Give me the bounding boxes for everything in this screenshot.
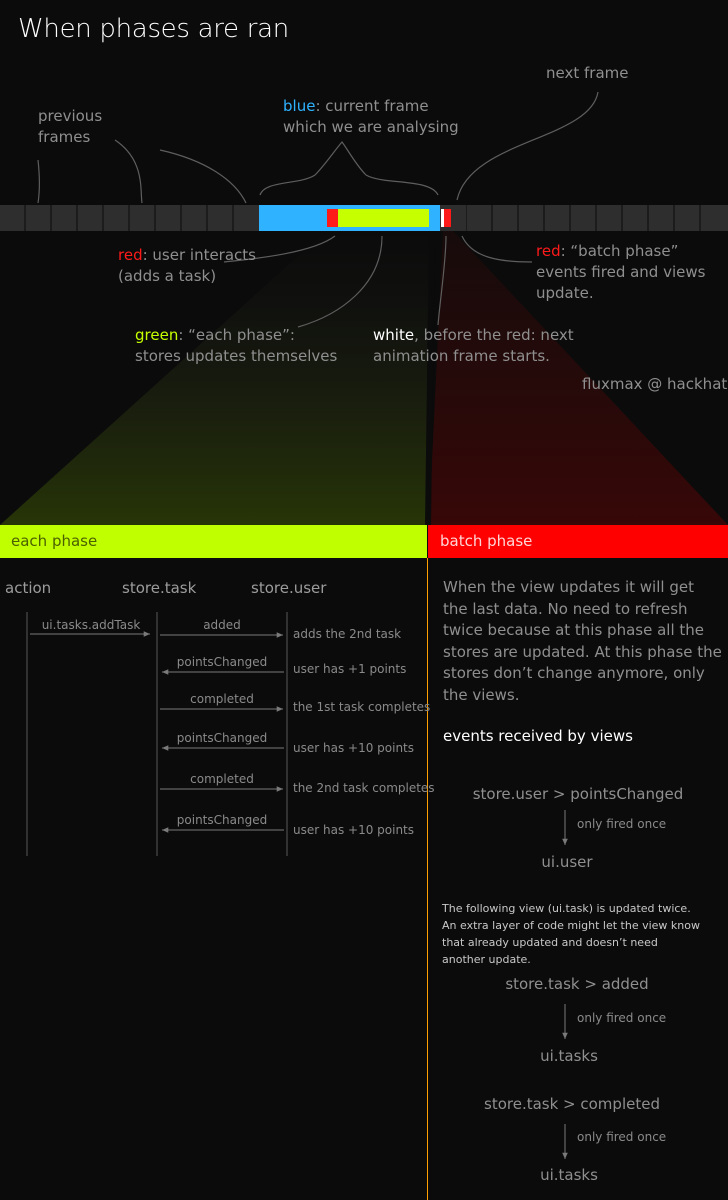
label-next-frame: next frame	[546, 64, 629, 82]
label-previous-frames: previous frames	[38, 107, 103, 146]
batch-phase-description: When the view updates it will get the last data. No need to refresh twice because at this phase all the stores are updated. At this phase the stores don’t change anymore, only the views.	[443, 578, 722, 704]
message-label: pointsChanged	[176, 731, 268, 745]
event-note: only fired once	[577, 817, 667, 831]
event-note: only fired once	[577, 1011, 667, 1025]
message-result: adds the 2nd task	[293, 627, 402, 641]
label-current-frame: blue: current frame which we are analysing	[283, 97, 459, 136]
message-result: the 1st task completes	[293, 700, 431, 714]
message-result: user has +10 points	[293, 823, 415, 837]
label-each-phase: green: “each phase”: stores updates themselves	[135, 326, 338, 365]
user-interaction-block	[327, 209, 338, 227]
message-label: completed	[190, 772, 254, 786]
animation-frame-start	[441, 209, 444, 227]
label-batch-phase: red: “batch phase” events fired and views update.	[536, 242, 706, 302]
label-user-interacts: red: user interacts (adds a task)	[118, 246, 256, 285]
page-title: When phases are ran	[18, 14, 289, 44]
timeline-bar	[0, 205, 728, 231]
column-store-task: store.task	[122, 579, 197, 597]
batch-phase-block	[444, 209, 451, 227]
event-target: ui.tasks	[540, 1166, 598, 1184]
event-target: ui.tasks	[540, 1047, 598, 1065]
event-source: store.task > completed	[484, 1095, 660, 1113]
phase-divider-upper	[428, 232, 432, 525]
each-phase-block	[338, 209, 429, 227]
label-animation-frame: white, before the red: next animation frame starts.	[373, 326, 574, 365]
message-label: added	[203, 618, 241, 632]
event-source: store.user > pointsChanged	[472, 785, 684, 803]
message-result: the 2nd task completes	[293, 781, 435, 795]
events-title: events received by views	[443, 727, 633, 745]
message-label: pointsChanged	[176, 813, 268, 827]
event-note: only fired once	[577, 1130, 667, 1144]
batch-phase-header: batch phase	[428, 525, 728, 558]
view-note: The following view (ui.task) is updated twice. An extra layer of code might let the view know that already updated and doesn’t need another update.	[442, 902, 700, 966]
message-label: completed	[190, 692, 254, 706]
event-source: store.task > added	[505, 975, 649, 993]
message-label: pointsChanged	[176, 655, 268, 669]
message-label: ui.tasks.addTask	[41, 618, 141, 632]
message-result: user has +1 points	[293, 662, 407, 676]
each-phase-header: each phase	[0, 525, 427, 558]
credit: fluxmax @ hackhat	[582, 375, 728, 393]
column-action: action	[5, 579, 52, 597]
message-result: user has +10 points	[293, 741, 415, 755]
column-store-user: store.user	[251, 579, 327, 597]
event-target: ui.user	[541, 853, 593, 871]
